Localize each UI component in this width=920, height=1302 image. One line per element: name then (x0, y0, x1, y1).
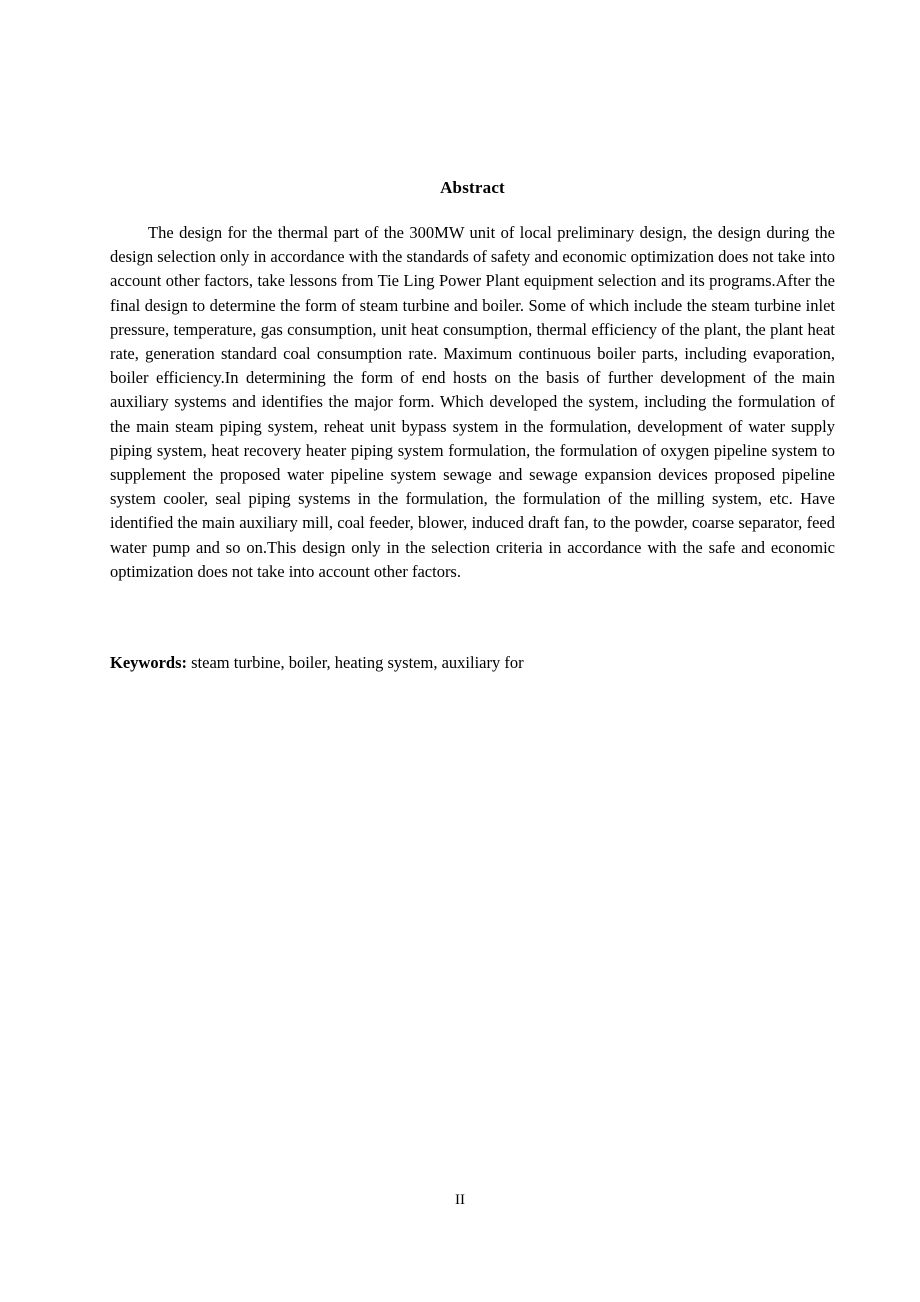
page-number: II (455, 1192, 465, 1208)
keywords-value: steam turbine, boiler, heating system, auxiliary for (191, 653, 524, 672)
page-title: Abstract (440, 178, 505, 197)
abstract-paragraph: The design for the thermal part of the 300MW unit of local preliminary design, the design during the design selection only in accordance with the standards of safety and economic optimization does not take into account other factors, take lessons from Tie Ling Power Plant equipment selection and its programs.After the final design to determine the form of steam turbine and boiler. Some of which include the steam turbine inlet pressure, temperature, gas consumption, unit heat consumption, thermal efficiency of the plant, the plant heat rate, generation standard coal consumption rate. Maximum continuous boiler parts, including evaporation, boiler efficiency.In determining the form of end hosts on the basis of further development of the main auxiliary systems and identifies the major form. Which developed the system, including the formulation of the main steam piping system, reheat unit bypass system in the formulation, development of water supply piping system, heat recovery heater piping system formulation, the formulation of oxygen pipeline system to supplement the proposed water pipeline system sewage and sewage expansion devices proposed pipeline system cooler, seal piping systems in the formulation, the formulation of the milling system, etc. Have identified the main auxiliary mill, coal feeder, blower, induced draft fan, to the powder, coarse separator, feed water pump and so on.This design only in the selection criteria in accordance with the safe and economic optimization does not take into account other factors. (110, 223, 835, 581)
keywords-label: Keywords: (110, 653, 187, 672)
keywords-line (110, 651, 835, 675)
